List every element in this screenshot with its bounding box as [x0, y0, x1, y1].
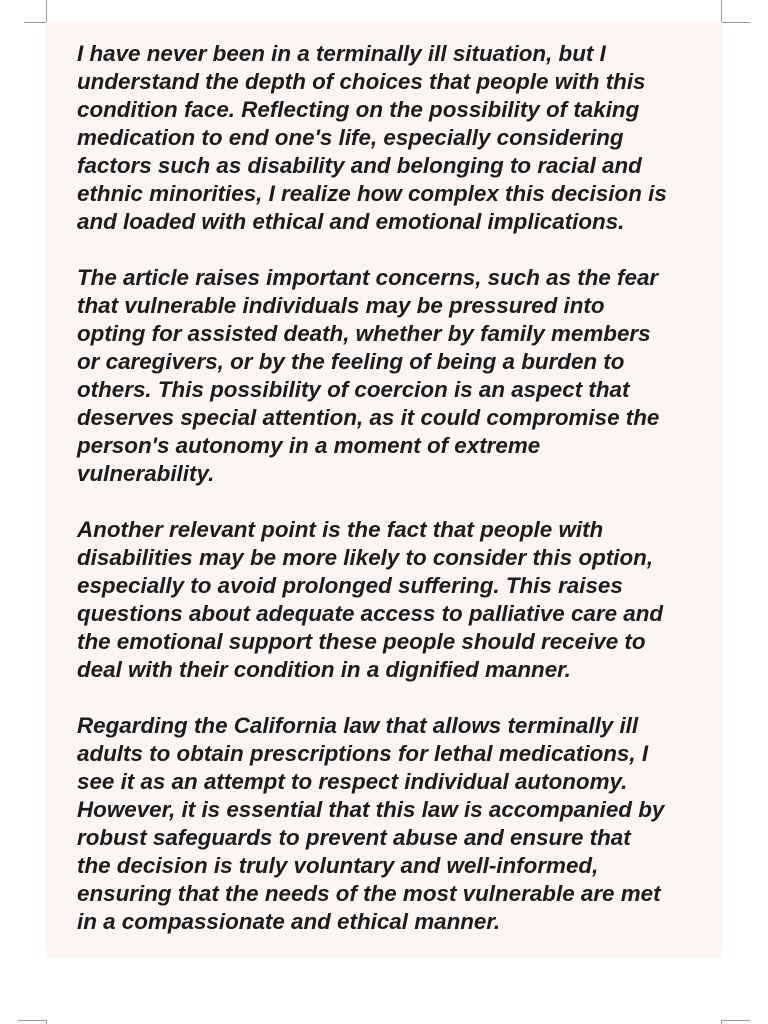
crop-mark-top-right-horizontal [722, 22, 750, 23]
text-line: see it as an attempt to respect individual autonomy. [77, 769, 628, 794]
crop-mark-bottom-right-horizontal [722, 1020, 750, 1021]
text-line: questions about adequate access to palliative care and [77, 601, 664, 626]
text-line: and loaded with ethical and emotional implications. [77, 209, 625, 234]
text-line: opting for assisted death, whether by family members [77, 321, 651, 346]
crop-mark-bottom-left-horizontal [18, 1020, 46, 1021]
text-line: others. This possibility of coercion is an aspect that [77, 377, 630, 402]
text-line: I have never been in a terminally ill situation, but I [77, 41, 606, 66]
text-line: understand the depth of choices that people with this [77, 69, 646, 94]
text-line: that vulnerable individuals may be pressured into [77, 293, 605, 318]
text-line: the decision is truly voluntary and well-informed, [77, 853, 599, 878]
text-line: The article raises important concerns, such as the fear [77, 265, 659, 290]
paragraph-spacer [77, 488, 717, 516]
text-line: medication to end one's life, especially considering [77, 125, 624, 150]
crop-mark-top-left-vertical [46, 0, 47, 22]
text-line: adults to obtain prescriptions for lethal medications, I [77, 741, 649, 766]
text-line: However, it is essential that this law is accompanied by [77, 797, 665, 822]
text-line: Another relevant point is the fact that people with [77, 517, 604, 542]
text-line: person's autonomy in a moment of extreme [77, 433, 541, 458]
paragraph-spacer [77, 236, 717, 264]
document-body [77, 40, 717, 936]
paragraph [77, 264, 717, 488]
text-line: disabilities may be more likely to consider this option, [77, 545, 654, 570]
crop-mark-top-right-vertical [721, 0, 722, 22]
text-line: in a compassionate and ethical manner. [77, 909, 501, 934]
text-line: ethnic minorities, I realize how complex this decision is [77, 181, 667, 206]
text-line: or caregivers, or by the feeling of being a burden to [77, 349, 625, 374]
crop-mark-bottom-left-vertical [46, 1020, 47, 1024]
text-line: the emotional support these people should receive to [77, 629, 646, 654]
text-line: Regarding the California law that allows terminally ill [77, 713, 639, 738]
text-line: robust safeguards to prevent abuse and ensure that [77, 825, 631, 850]
text-line: deal with their condition in a dignified manner. [77, 657, 571, 682]
text-line: deserves special attention, as it could compromise the [77, 405, 660, 430]
paragraph [77, 516, 717, 684]
text-line: condition face. Reflecting on the possibility of taking [77, 97, 640, 122]
text-line: factors such as disability and belonging to racial and [77, 153, 642, 178]
text-line: especially to avoid prolonged suffering. This raises [77, 573, 623, 598]
paragraph-spacer [77, 684, 717, 712]
text-line: ensuring that the needs of the most vulnerable are met [77, 881, 661, 906]
text-line: vulnerability. [77, 461, 215, 486]
paragraph [77, 712, 717, 936]
crop-mark-top-left-horizontal [24, 22, 46, 23]
paragraph [77, 40, 717, 236]
